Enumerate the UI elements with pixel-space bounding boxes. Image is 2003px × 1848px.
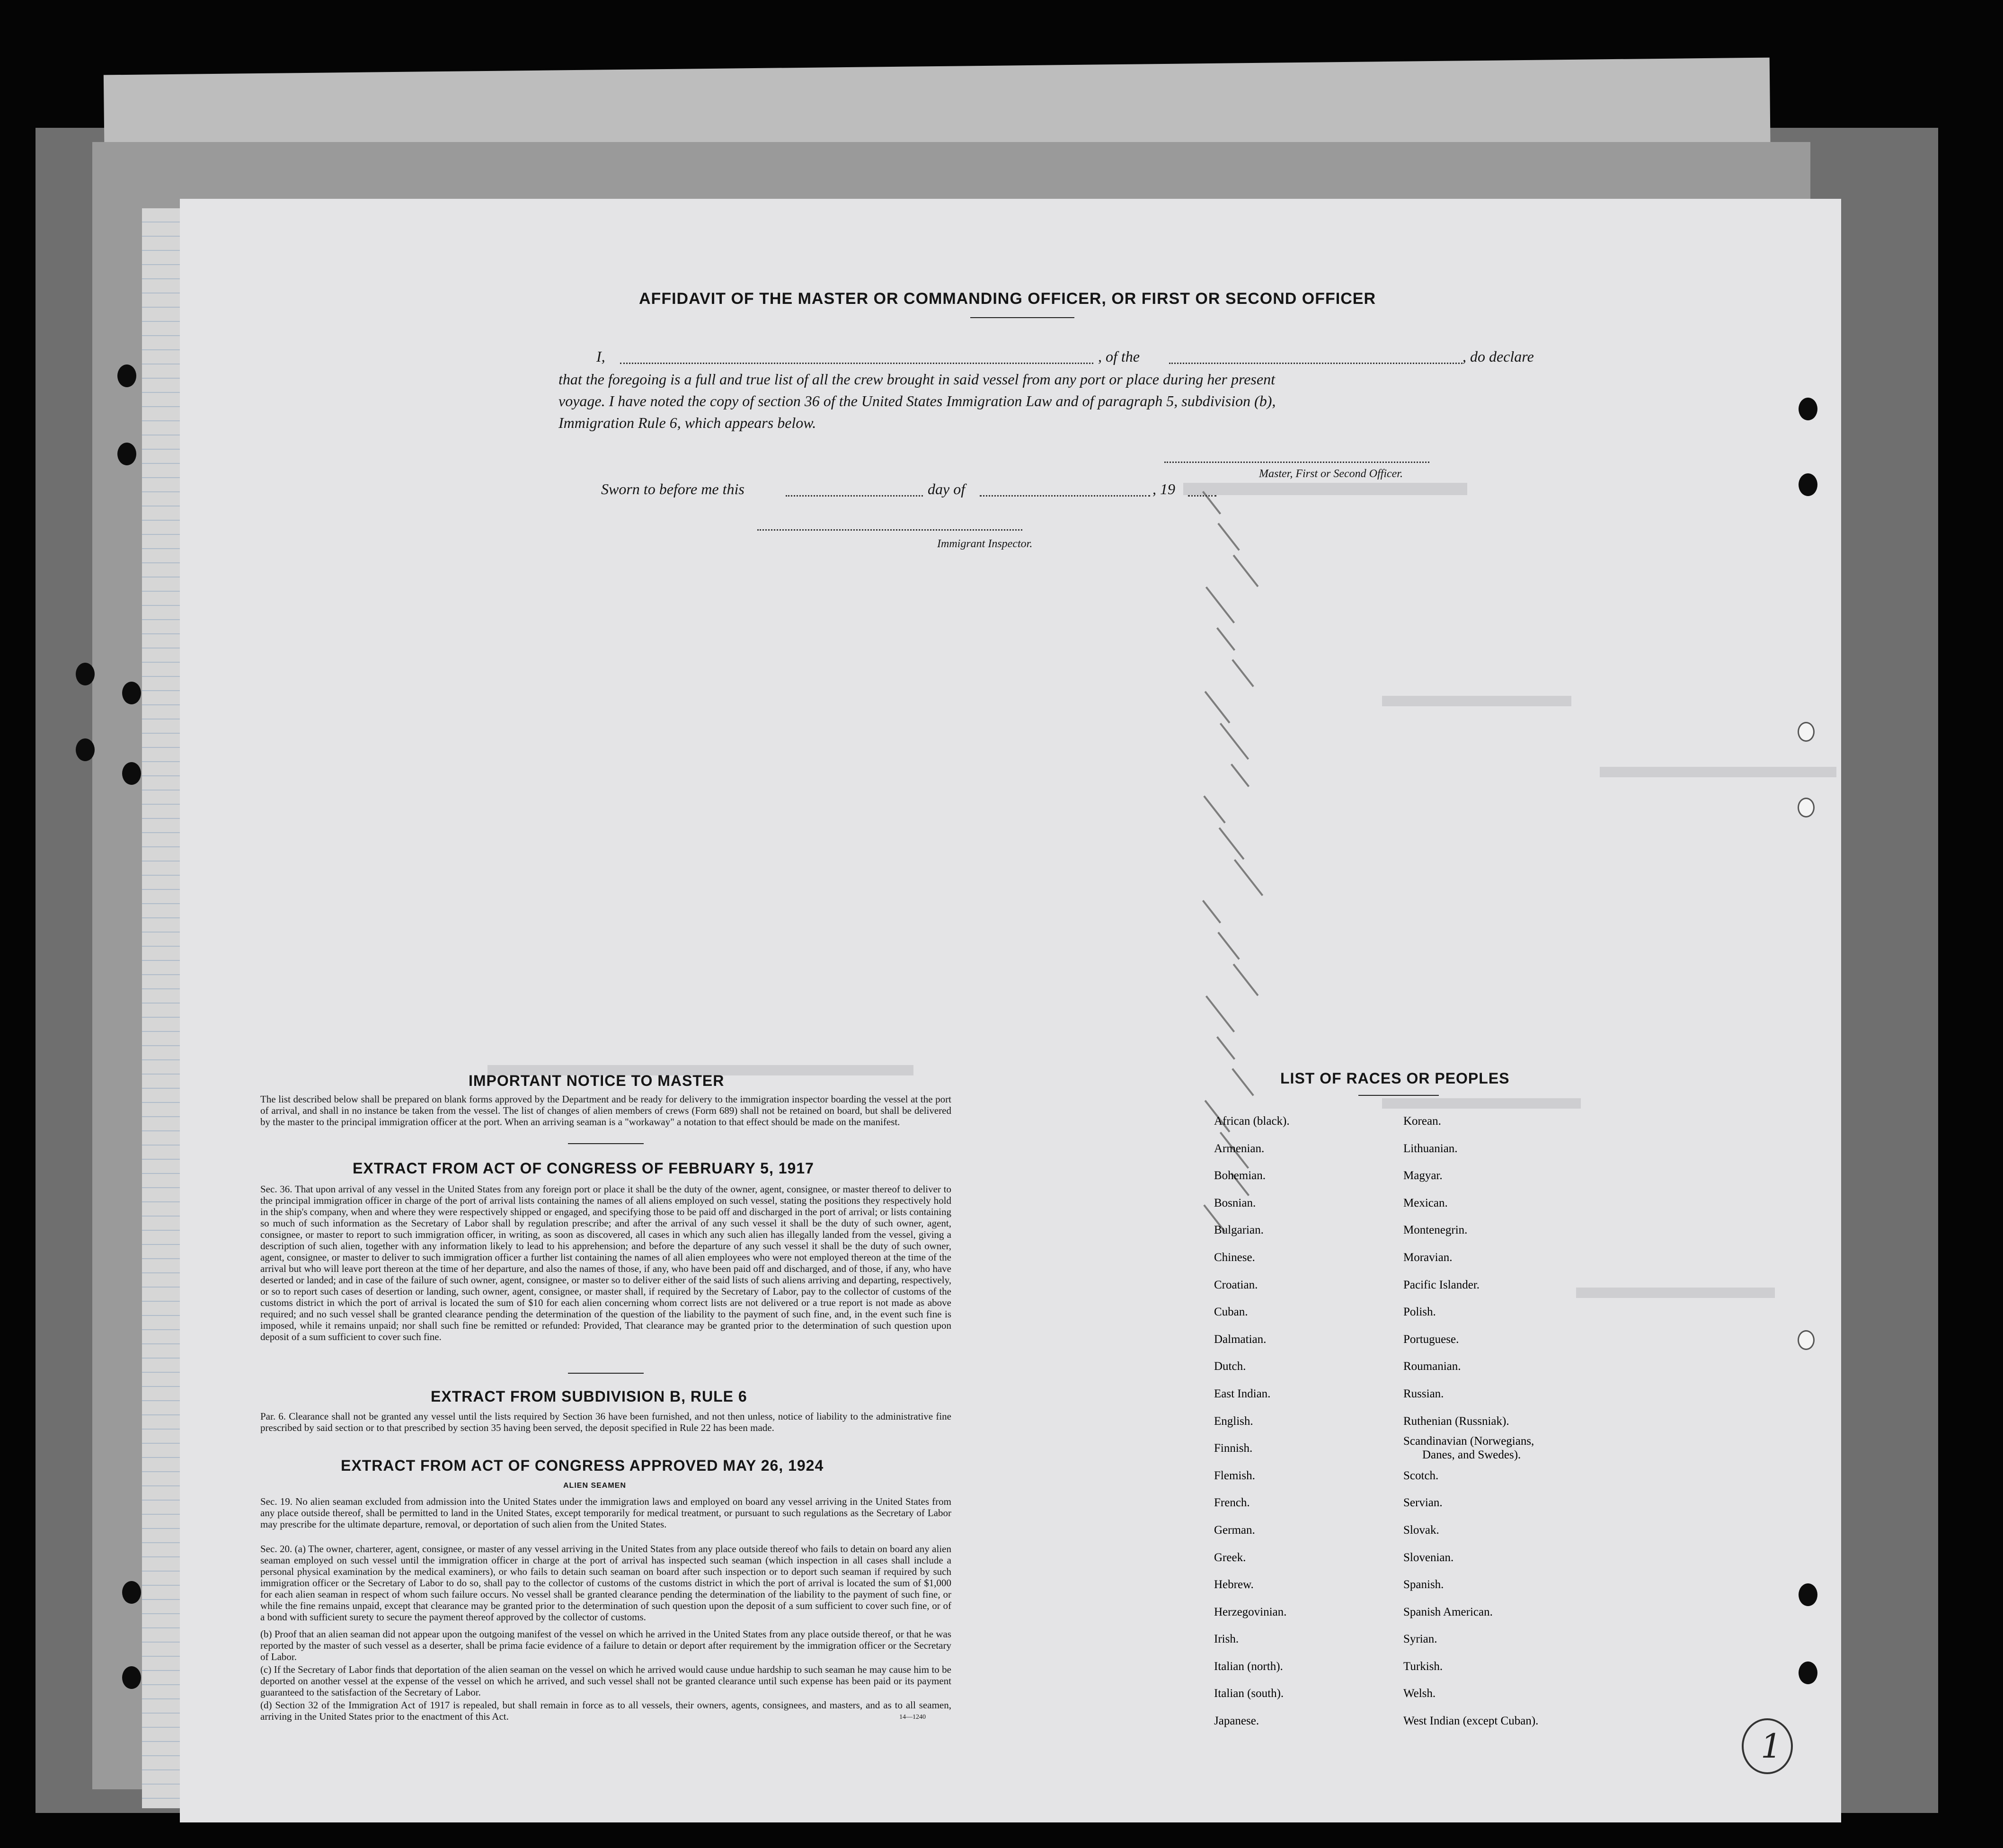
binder-hole bbox=[1799, 398, 1817, 420]
binder-hole bbox=[1798, 1330, 1815, 1350]
race-item: Russian. bbox=[1403, 1387, 1444, 1400]
tally-mark bbox=[1233, 964, 1259, 996]
race-item: Italian (south). bbox=[1214, 1687, 1284, 1700]
section-divider bbox=[568, 1373, 644, 1374]
name-blank[interactable] bbox=[620, 363, 1093, 364]
notice-body: The list described below shall be prepared on blank forms approved by the Department and be ready for delivery to the immigration inspector boarding the vessel at the port of arrival, and shall in no instance be taken from the vessel. The list of changes of alien members of crews (Form 689) shall not be retained on board, but shall be delivered by the master to the principal immigration officer at the port. When an arriving seaman is a "workaway" a notation to that effect should be made on the manifest. bbox=[260, 1093, 951, 1128]
races-title-underline bbox=[1358, 1095, 1439, 1096]
race-item: Armenian. bbox=[1214, 1142, 1265, 1155]
binder-hole bbox=[1799, 1583, 1817, 1606]
binder-hole bbox=[117, 443, 136, 465]
extract-1917-body: Sec. 36. That upon arrival of any vessel in the United States from any foreign port or place it shall be the duty of the owner, agent, consignee, or master thereof to deliver to the principal immigration officer in charge of the port of arrival lists containing the names of all aliens employed on such vessel, stating the positions they respectively hold in the ship's company, when and where they were respectively shipped or engaged, and specifying those to be paid off and discharged in the port of arrival; or lists containing so much of such information as the Secretary of Labor shall by regulation prescribe; and after the arrival of any such vessel it shall be the duty of such owner, agent, consignee, or master to report to such immigration officer, in writing, as soon as discovered, all cases in which any such alien has illegally landed from the vessel, giving a description of such alien, together with any information likely to lead to his apprehension; and before the departure of any such vessel it shall be the duty of such owner, agent, consignee, or master to deliver to such immigration officer a further list containing the names of all alien employees who were not employed thereon at the time of the arrival but who will leave port thereon at the time of her departure, and also the names of those, if any, who have been paid off and discharged, and of those, if any, who have deserted or landed; and in case of the failure of such owner, agent, consignee, or master so to deliver either of the said lists of such aliens arriving and departing, respectively, or so to report such cases of desertion or landing, such owner, agent, consignee, or master shall, if required by the Secretary of Labor, pay to the collector of customs of the customs district in which the port of arrival is located the sum of $10 for each alien concerning whom correct lists are not delivered or a true report is not made as above required; and no such vessel shall be granted clearance pending the determination of the question of the liability to the payment of such fine, and, in the event such fine is imposed, while it remains unpaid; nor shall such fine be remitted or refunded: Provided, That clearance may be granted prior to the determination of such question upon deposit of a sum sufficient to cover such fine. bbox=[260, 1183, 951, 1342]
extract-rule6-body: Par. 6. Clearance shall not be granted any vessel until the lists required by Section 36 have been furnished, and not then unless, notice of liability to the administrative fine prescribed by said section or to that prescribed by section 35 having been served, the deposit specified in Rule 22 has been made. bbox=[260, 1411, 951, 1433]
tally-mark bbox=[1217, 523, 1240, 551]
binder-hole bbox=[76, 738, 95, 761]
race-item: Japanese. bbox=[1214, 1715, 1259, 1728]
race-item: African (black). bbox=[1214, 1115, 1290, 1128]
extract-rule6-title: EXTRACT FROM SUBDIVISION B, RULE 6 bbox=[431, 1388, 747, 1405]
tally-mark bbox=[1232, 1068, 1254, 1096]
race-item: Bohemian. bbox=[1214, 1169, 1266, 1182]
tally-mark bbox=[1216, 1036, 1235, 1060]
race-item: Servian. bbox=[1403, 1496, 1443, 1510]
sworn-year: , 19 bbox=[1152, 480, 1175, 498]
day-blank[interactable] bbox=[786, 495, 923, 497]
race-item: East Indian. bbox=[1214, 1387, 1271, 1400]
race-item: English. bbox=[1214, 1414, 1253, 1428]
affidavit-line2: that the foregoing is a full and true list of all the crew brought in said vessel from any port or place during her present bbox=[558, 371, 1275, 388]
extract-1924-sec20d: (d) Section 32 of the Immigration Act of 1917 is repealed, but shall remain in force as to all vessels, their owners, agents, consignees, and masters, and as to all seamen, arriving in the United States prior to the enactment of this Act. bbox=[260, 1699, 951, 1722]
extract-1924-sec20c: (c) If the Secretary of Labor finds that deportation of the alien seaman on the vessel on which he arrived would cause undue hardship to such seaman he may cause him to be deported on another vessel at the expense of the vessel on which he arrived, and such vessel shall not be granted clearance until such expense has been paid or its payment guaranteed to the satisfaction of the Secretary of Labor. bbox=[260, 1664, 951, 1698]
race-item: Bulgarian. bbox=[1214, 1224, 1264, 1237]
race-item: Scandinavian (Norwegians, Danes, and Swedes). bbox=[1403, 1435, 1534, 1461]
race-item: Turkish. bbox=[1403, 1660, 1443, 1673]
binder-hole bbox=[76, 663, 95, 685]
affidavit-title: AFFIDAVIT OF THE MASTER OR COMMANDING OFFICER, OR FIRST OR SECOND OFFICER bbox=[639, 290, 1376, 308]
race-item: Moravian. bbox=[1403, 1251, 1453, 1264]
race-item: Cuban. bbox=[1214, 1306, 1248, 1319]
race-item: Slovenian. bbox=[1403, 1551, 1454, 1564]
race-item: Polish. bbox=[1403, 1306, 1436, 1319]
tally-mark bbox=[1232, 659, 1254, 687]
notice-title: IMPORTANT NOTICE TO MASTER bbox=[469, 1072, 725, 1089]
race-item: Korean. bbox=[1403, 1115, 1441, 1128]
tally-mark bbox=[1216, 627, 1235, 651]
affidavit-declare: , do declare bbox=[1462, 348, 1534, 365]
extract-1917-title: EXTRACT FROM ACT OF CONGRESS OF FEBRUARY 5, 1917 bbox=[353, 1160, 814, 1177]
race-item: French. bbox=[1214, 1496, 1250, 1510]
binder-hole bbox=[122, 762, 141, 785]
race-item: Roumanian. bbox=[1403, 1360, 1461, 1373]
race-item: Spanish. bbox=[1403, 1578, 1444, 1591]
inspector-caption: Immigrant Inspector. bbox=[937, 538, 1033, 550]
race-item: Hebrew. bbox=[1214, 1578, 1254, 1591]
tally-mark bbox=[1205, 586, 1235, 623]
race-item: Flemish. bbox=[1214, 1469, 1255, 1482]
binder-hole bbox=[122, 682, 141, 704]
race-item: German. bbox=[1214, 1523, 1255, 1537]
race-item: West Indian (except Cuban). bbox=[1403, 1715, 1539, 1728]
race-item: Pacific Islander. bbox=[1403, 1278, 1480, 1291]
page-number-text: 1 bbox=[1761, 1727, 1782, 1766]
races-column-1 bbox=[1214, 1108, 1290, 1735]
extract-1924-title: EXTRACT FROM ACT OF CONGRESS APPROVED MAY 26, 1924 bbox=[341, 1457, 824, 1474]
race-item: Portuguese. bbox=[1403, 1333, 1459, 1346]
tally-mark bbox=[1220, 723, 1249, 760]
binder-hole bbox=[122, 1581, 141, 1604]
year-blank[interactable] bbox=[1188, 495, 1216, 497]
tally-mark bbox=[1205, 995, 1235, 1032]
race-item: Dalmatian. bbox=[1214, 1333, 1267, 1346]
tally-mark bbox=[1205, 691, 1231, 724]
race-item: Montenegrin. bbox=[1403, 1224, 1468, 1237]
extract-1924-sec20a: Sec. 20. (a) The owner, charterer, agent, consignee, or master of any vessel arriving in the United States from any place outside thereof who fails to detain on board any alien seaman employed on such vessel until the immigration officer in charge at the port of arrival has inspected such seaman (which inspection in all cases shall include a personal physical examination by the medical examiners), or who fails to detain such seaman on board after such inspection or to deport such seaman if required by such immigration officer or the Secretary of Labor to do so, shall pay to the collector of customs of the customs district in which the port of arrival is located the sum of $1,000 for each alien seaman in respect of whom such failure occurs. No vessel shall be granted clearance pending the determination of the liability to the payment of such fine, or while the fine remains unpaid, except that clearance may be granted prior to the determination of such question upon the deposit of a sum sufficient to cover such fine, or of a bond with sufficient surety to secure the payment thereof approved by the collector of customs. bbox=[260, 1543, 951, 1623]
race-item: Greek. bbox=[1214, 1551, 1246, 1564]
race-item: Italian (north). bbox=[1214, 1660, 1283, 1673]
affidavit-i: I, bbox=[596, 348, 605, 365]
races-title: LIST OF RACES OR PEOPLES bbox=[1280, 1070, 1510, 1087]
race-item: Croatian. bbox=[1214, 1278, 1258, 1291]
tally-mark bbox=[1233, 555, 1259, 587]
race-item: Scotch. bbox=[1403, 1469, 1439, 1482]
race-item: Dutch. bbox=[1214, 1360, 1246, 1373]
extract-1924-sec19: Sec. 19. No alien seaman excluded from admission into the United States under the immigration laws and employed on board any vessel arriving in the United States from any place outside thereof, shall be permitted to land in the United States, except temporarily for medical treatment, or pursuant to such regulations as the Secretary of Labor may prescribe for the ultimate departure, removal, or deportation of such alien from the United States. bbox=[260, 1496, 951, 1530]
tally-mark bbox=[1202, 900, 1221, 924]
month-blank[interactable] bbox=[980, 495, 1150, 497]
binder-hole bbox=[122, 1666, 141, 1689]
race-item: Irish. bbox=[1214, 1633, 1239, 1646]
title-underline bbox=[970, 317, 1074, 318]
race-item: Herzegovinian. bbox=[1214, 1605, 1287, 1618]
binder-hole bbox=[1798, 722, 1815, 742]
race-item: Lithuanian. bbox=[1403, 1142, 1458, 1155]
circled-page-number bbox=[1742, 1718, 1793, 1774]
race-item: Slovak. bbox=[1403, 1523, 1439, 1537]
vessel-blank[interactable] bbox=[1169, 363, 1462, 364]
tally-mark bbox=[1231, 764, 1250, 787]
signature-caption: Master, First or Second Officer. bbox=[1259, 468, 1403, 480]
race-item: Syrian. bbox=[1403, 1633, 1437, 1646]
inspector-blank[interactable] bbox=[757, 529, 1022, 531]
binder-hole bbox=[1798, 798, 1815, 817]
binder-hole bbox=[117, 364, 136, 387]
race-item-continuation: Danes, and Swedes). bbox=[1422, 1448, 1521, 1461]
binder-hole bbox=[1799, 1661, 1817, 1684]
races-column-2 bbox=[1403, 1108, 1538, 1735]
affidavit-line4: Immigration Rule 6, which appears below. bbox=[558, 414, 816, 431]
sworn-day: day of bbox=[928, 480, 966, 498]
sworn-prefix: Sworn to before me this bbox=[601, 480, 744, 498]
form-number: 14—1240 bbox=[899, 1714, 926, 1721]
race-item: Mexican. bbox=[1403, 1196, 1448, 1209]
binder-hole bbox=[1799, 473, 1817, 496]
race-item: Chinese. bbox=[1214, 1251, 1255, 1264]
race-item: Welsh. bbox=[1403, 1687, 1436, 1700]
tally-mark bbox=[1234, 859, 1263, 896]
race-item: Spanish American. bbox=[1403, 1605, 1493, 1618]
race-item: Finnish. bbox=[1214, 1442, 1253, 1455]
race-item: Bosnian. bbox=[1214, 1196, 1256, 1209]
lined-page-edge bbox=[142, 208, 185, 1808]
extract-1924-sec20b: (b) Proof that an alien seaman did not appear upon the outgoing manifest of the vessel on which he arrived in the United States from any place outside thereof, or that he was reported by the master of such vessel as a deserter, shall be prima facie evidence of a failure to detain or deport after requirement by the immigration officer or the Secretary of Labor. bbox=[260, 1628, 951, 1662]
race-item: Magyar. bbox=[1403, 1169, 1443, 1182]
race-item: Ruthenian (Russniak). bbox=[1403, 1414, 1509, 1428]
affidavit-of-the: , of the bbox=[1098, 348, 1140, 365]
tally-mark bbox=[1217, 932, 1240, 960]
tally-mark bbox=[1203, 795, 1225, 823]
extract-1924-subtitle: ALIEN SEAMEN bbox=[563, 1482, 626, 1490]
affidavit-line3: voyage. I have noted the copy of section 36 of the United States Immigration Law and of paragraph 5, subdivision (b), bbox=[558, 392, 1276, 409]
tally-mark bbox=[1219, 827, 1245, 860]
section-divider bbox=[568, 1143, 644, 1144]
crew-list-form-page bbox=[180, 199, 1841, 1822]
